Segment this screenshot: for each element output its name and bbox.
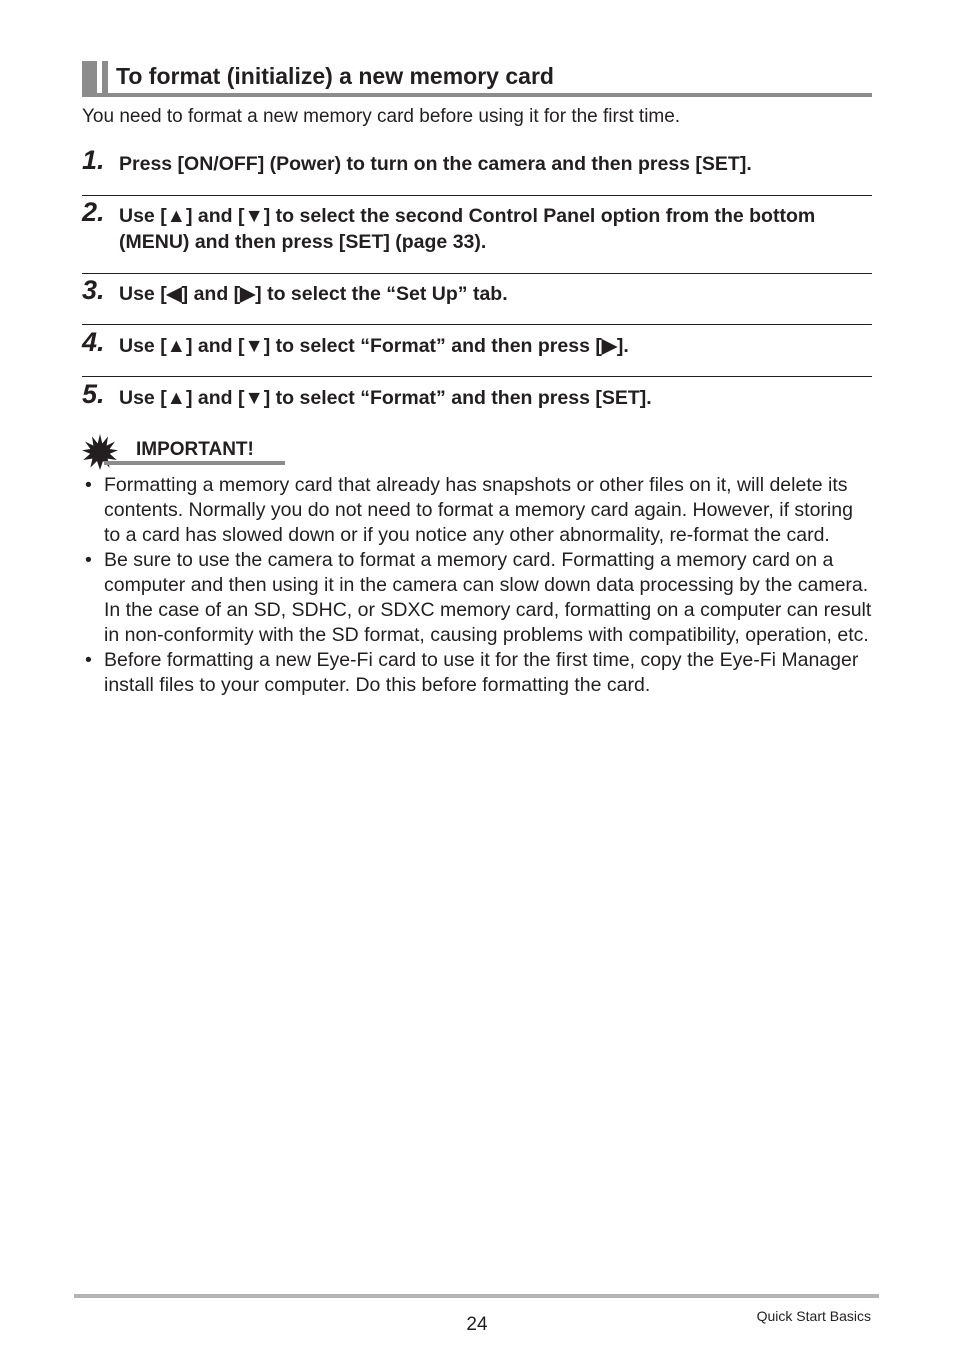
step-number: 4.: [82, 327, 105, 357]
heading-bar-marker-thin: [102, 61, 108, 95]
step-divider: [82, 324, 872, 325]
step-text: Use [▲] and [▼] to select “Format” and then press [▶].: [119, 335, 629, 357]
step-number: 2.: [82, 197, 105, 227]
bullet-icon: •: [85, 474, 92, 496]
step-text: Use [◀] and [▶] to select the “Set Up” tab.: [119, 283, 508, 305]
section-heading: [82, 58, 872, 98]
important-label: IMPORTANT!: [136, 439, 254, 460]
page-number: 24: [466, 1314, 488, 1335]
list-item: [82, 648, 872, 698]
heading-underline: [82, 93, 872, 97]
step-number: 1.: [82, 145, 105, 175]
step-text: Use [▲] and [▼] to select the second Control Panel option from the bottom (MENU) and then press [SET] (page 33).: [119, 205, 816, 253]
important-list: [82, 473, 872, 698]
footer-section-name: Quick Start Basics: [756, 1308, 871, 1324]
bullet-icon: •: [85, 649, 92, 671]
step-number: 3.: [82, 275, 105, 305]
list-item: [82, 548, 872, 648]
section-title: To format (initialize) a new memory card: [116, 63, 554, 89]
heading-bar-marker: [82, 61, 97, 95]
bullet-icon: •: [85, 549, 92, 571]
step-text: Press [ON/OFF] (Power) to turn on the camera and then press [SET].: [119, 153, 752, 175]
step-divider: [82, 273, 872, 274]
important-header: [82, 434, 287, 468]
list-item-text: Be sure to use the camera to format a memory card. Formatting a memory card on a computer and then using it in the camera can slow down data processing by the camera. In the case of an SD, SDHC, or SDXC memory card, formatting on a computer can result in non-conformity with the SD format, causing problems with compatibility, operation, etc.: [104, 549, 872, 646]
intro-text: You need to format a new memory card before using it for the first time.: [82, 106, 681, 127]
list-item: [82, 473, 872, 548]
step-number: 5.: [82, 379, 105, 409]
list-item-text: Formatting a memory card that already has snapshots or other files on it, will delete its contents. Normally you do not need to format a memory card again. However, if storing to a card has slowed down or if you notice any other abnormality, re-format the card.: [104, 474, 853, 546]
step-divider: [82, 195, 872, 196]
footer-divider: [74, 1294, 879, 1298]
step-divider: [82, 376, 872, 377]
list-item-text: Before formatting a new Eye-Fi card to use it for the first time, copy the Eye-Fi Manager install files to your computer. Do this before formatting the card.: [104, 649, 859, 696]
step-text: Use [▲] and [▼] to select “Format” and then press [SET].: [119, 387, 652, 409]
